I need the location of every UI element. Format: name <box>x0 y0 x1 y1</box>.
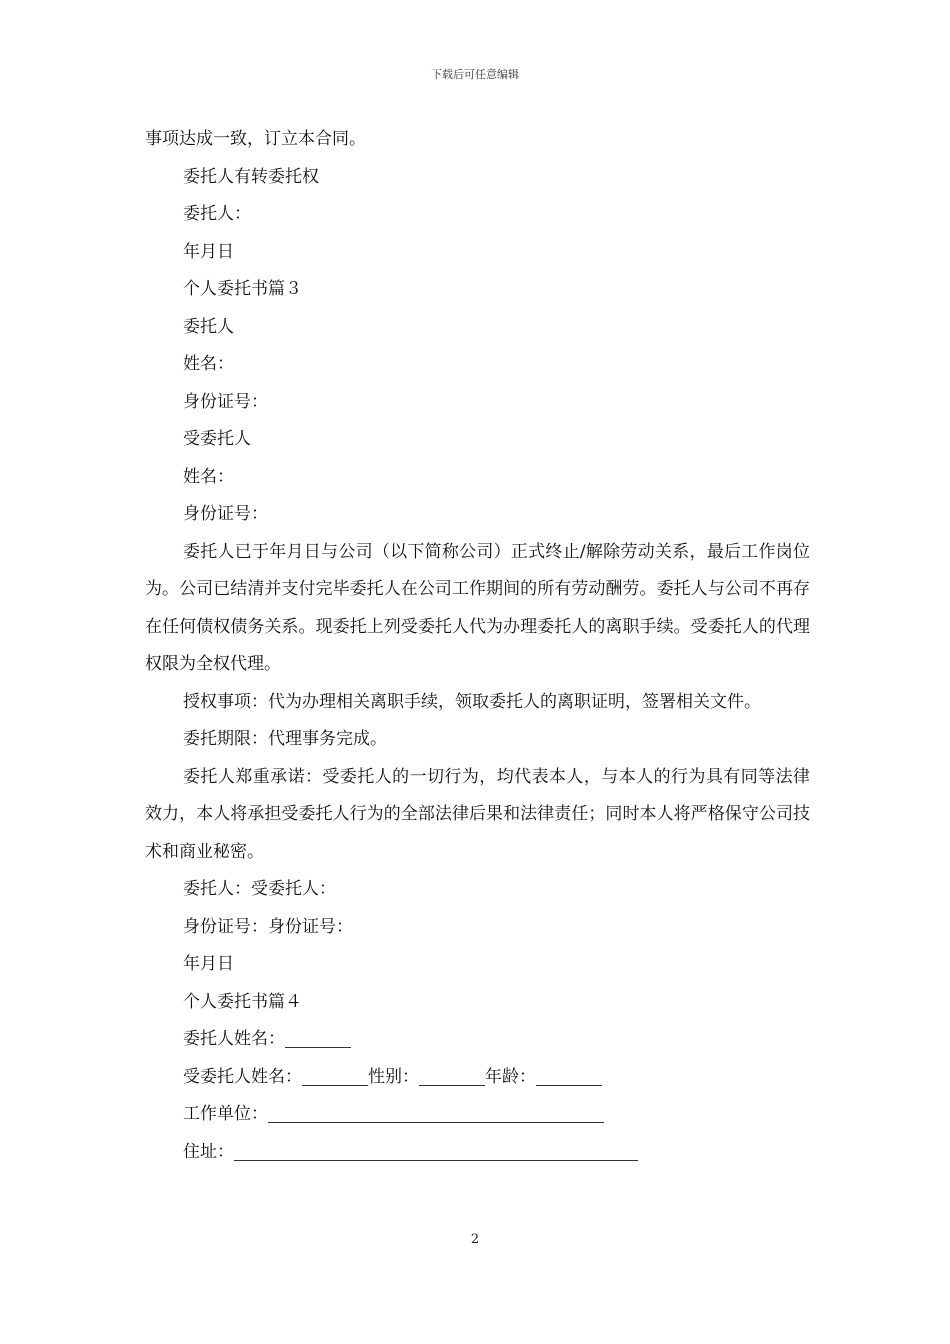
principal-name-blank <box>285 1025 351 1048</box>
paragraph-term: 委托期限：代理事务完成。 <box>183 729 387 749</box>
paragraph-id-numbers: 身份证号：身份证号： <box>183 916 353 937</box>
gender-blank <box>419 1063 485 1086</box>
work-unit-label: 工作单位： <box>183 1104 268 1124</box>
section-heading-3: 个人委托书篇３ <box>183 279 302 299</box>
paragraph-transfer-right: 委托人有转委托权 <box>183 166 319 187</box>
paragraph-principal-label: 委托人 <box>183 316 234 337</box>
section-heading-4: 个人委托书篇４ <box>183 991 302 1012</box>
paragraph-intro-end: 事项达成一致，订立本合同。 <box>145 129 366 149</box>
paragraph-termination: 委托人已于年月日与公司（以下简称公司）正式终止/解除劳动关系，最后工作岗位为。公司已结清并支付完毕委托人在公司工作期间的所有劳动酬劳。委托人与公司不再存在任何债权债务关系。现委托上列受委托人代为办理委托人的离职手续。受委托人的代理权限为全权代理。 <box>145 541 810 674</box>
form-line-work-unit <box>145 1096 810 1134</box>
page-header: 下载后可任意编辑 <box>431 68 519 81</box>
agent-name-blank <box>302 1063 368 1086</box>
principal-name-label: 委托人姓名： <box>183 1029 285 1049</box>
paragraph-date: 年月日 <box>183 241 234 262</box>
gender-label: 性别： <box>368 1066 419 1087</box>
age-label: 年龄： <box>485 1066 536 1087</box>
document-body <box>145 121 810 1171</box>
paragraph-date-2: 年月日 <box>183 954 234 974</box>
paragraph-agent-name: 姓名： <box>183 466 234 487</box>
paragraph-principal-id: 身份证号： <box>183 391 268 412</box>
address-blank <box>234 1138 638 1161</box>
agent-name-label: 受委托人姓名： <box>183 1066 302 1087</box>
paragraph-principal-sign: 委托人： <box>183 204 251 224</box>
paragraph-agent-label: 受委托人 <box>183 429 251 449</box>
paragraph-authorized-matters: 授权事项：代为办理相关离职手续，领取委托人的离职证明，签署相关文件。 <box>183 691 761 712</box>
paragraph-principal-name: 姓名： <box>183 354 234 374</box>
form-line-principal-name <box>145 1021 810 1059</box>
age-blank <box>536 1063 602 1086</box>
form-line-agent <box>145 1059 810 1097</box>
paragraph-agent-id: 身份证号： <box>183 504 268 524</box>
address-label: 住址： <box>183 1141 234 1162</box>
work-unit-blank <box>268 1100 604 1123</box>
page-number: 2 <box>470 1232 480 1247</box>
paragraph-signatures: 委托人：受委托人： <box>183 879 336 899</box>
paragraph-commitment: 委托人郑重承诺：受委托人的一切行为，均代表本人，与本人的行为具有同等法律效力，本人将承担受委托人行为的全部法律后果和法律责任；同时本人将严格保守公司技术和商业秘密。 <box>145 766 810 862</box>
form-line-address <box>145 1134 810 1172</box>
